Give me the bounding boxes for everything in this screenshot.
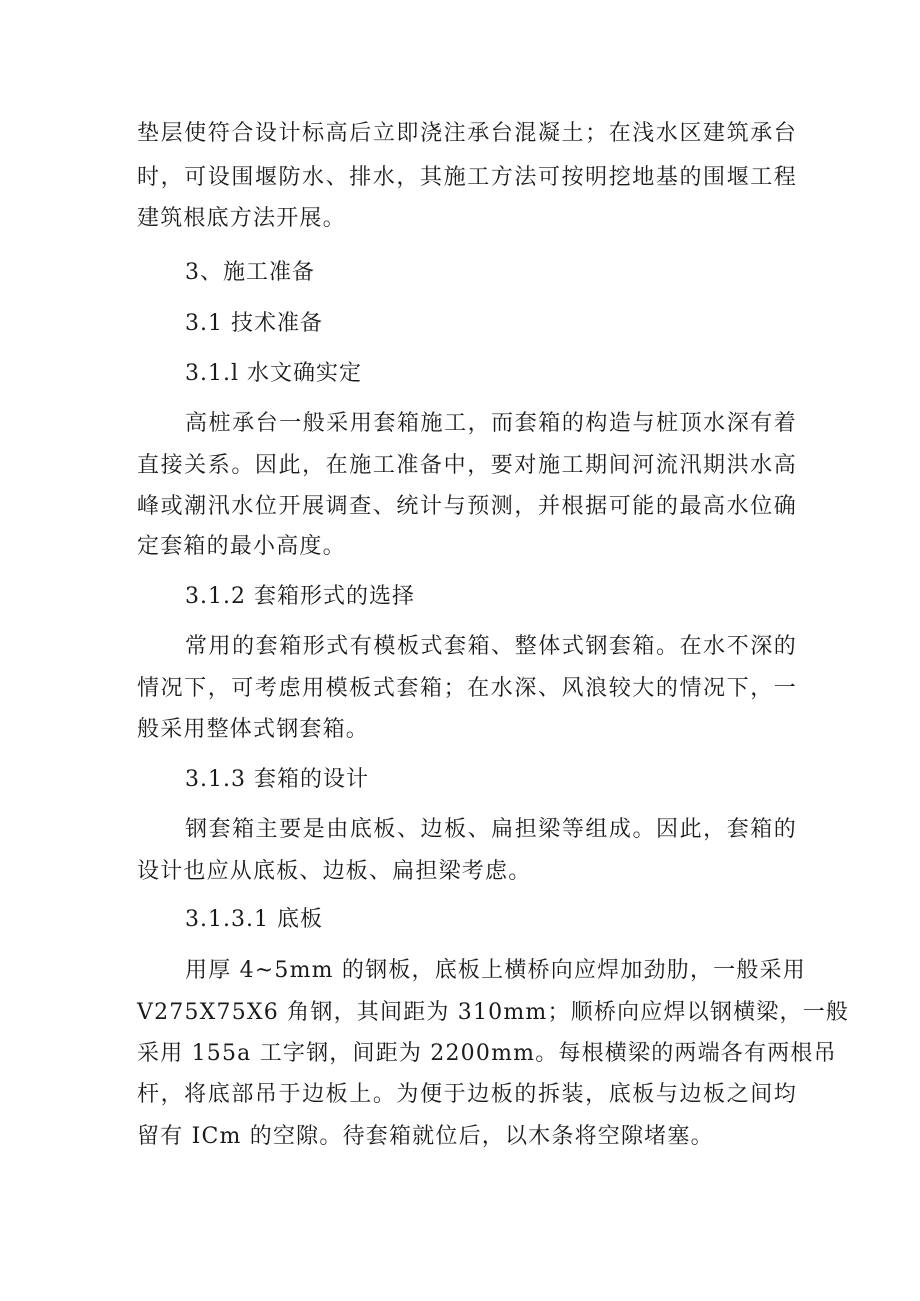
- paragraph-line: 情况下，可考虑用模板式套箱；在水深、风浪较大的情况下，一: [137, 676, 797, 701]
- section-heading: 3.1.3 套箱的设计: [185, 767, 369, 792]
- paragraph-line: 峰或潮汛水位开展调查、统计与预测，并根据可能的最高水位确: [137, 494, 797, 519]
- paragraph-line: 定套箱的最小高度。: [137, 534, 346, 559]
- section-heading: 3.1.3.1 底板: [185, 907, 323, 932]
- paragraph-line: 钢套箱主要是由底板、边板、扁担梁等组成。因此，套箱的: [185, 817, 797, 842]
- paragraph-line: 设计也应从底板、边板、扁担梁考虑。: [137, 859, 532, 884]
- section-heading: 3.1.l 水文确实定: [185, 361, 363, 386]
- section-heading: 3.1.2 套箱形式的选择: [185, 584, 415, 609]
- paragraph-line: 垫层使符合设计标高后立即浇注承台混凝土；在浅水区建筑承台: [137, 121, 797, 146]
- section-heading: 3、施工准备: [185, 260, 315, 285]
- section-heading: 3.1 技术准备: [185, 311, 323, 336]
- paragraph-line: 用厚 4~5mm 的钢板，底板上横桥向应焊加劲肋，一般采用: [185, 958, 806, 983]
- paragraph-line: 直接关系。因此，在施工准备中，要对施工期间河流汛期洪水高: [137, 453, 797, 478]
- paragraph-line: 建筑根底方法开展。: [137, 206, 346, 231]
- paragraph-line: 般采用整体式钢套箱。: [137, 717, 370, 742]
- paragraph-line: 采用 155a 工字钢，间距为 2200mm。每根横梁的两端各有两根吊: [137, 1041, 837, 1066]
- paragraph-line: V275X75X6 角钢，其间距为 310mm；顺桥向应焊以钢横梁，一般: [137, 1000, 850, 1025]
- paragraph-line: 留有 ICm 的空隙。待套箱就位后，以木条将空隙堵塞。: [137, 1124, 714, 1149]
- paragraph-line: 时，可设围堰防水、排水，其施工方法可按明挖地基的围堰工程: [137, 165, 797, 190]
- paragraph-line: 杆，将底部吊于边板上。为便于边板的拆装，底板与边板之间均: [137, 1082, 797, 1107]
- paragraph-line: 常用的套箱形式有模板式套箱、整体式钢套箱。在水不深的: [185, 634, 797, 659]
- paragraph-line: 高桩承台一般采用套箱施工，而套箱的构造与桩顶水深有着: [185, 411, 797, 436]
